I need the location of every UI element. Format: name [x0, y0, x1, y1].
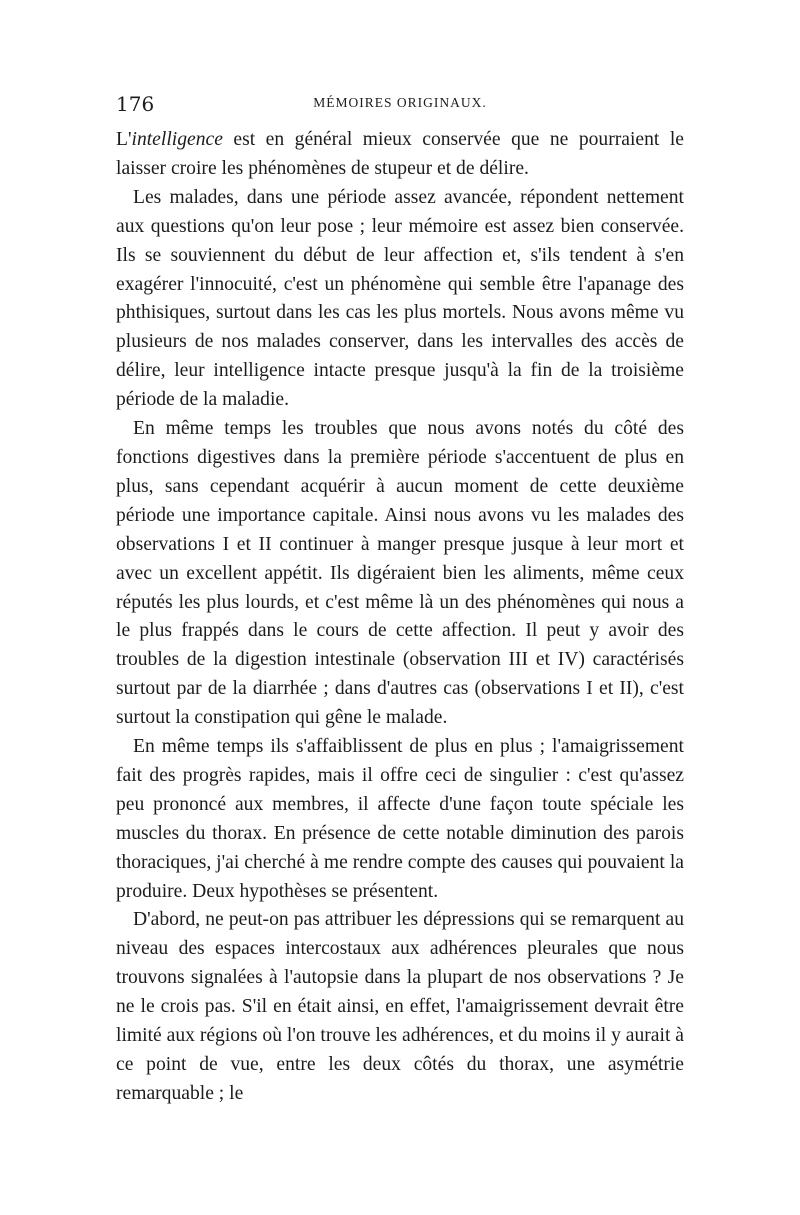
- running-title: MÉMOIRES ORIGINAUX.: [313, 95, 487, 110]
- paragraph-1: [116, 126, 684, 184]
- paragraph-5: D'abord, ne peut-on pas attribuer les dépressions qui se remarquent au niveau des espaces intercostaux aux adhérences pleurales que nous trouvons signalées à l'autopsie dans la plupart de nos observations ? Je ne le crois pas. S'il en était ainsi, en effet, l'amaigrissement devrait être limité aux régions où l'on trouve les adhérences, et du moins il y aurait à ce point de vue, entre les deux côtés du thorax, une asymétrie remarquable ; le: [116, 909, 684, 1104]
- body-text: [116, 126, 684, 1109]
- paragraph-1-prefix: L': [116, 129, 132, 150]
- paragraph-1-emphasis: intelligence: [131, 129, 223, 150]
- page-number: 176: [116, 92, 155, 116]
- page: [116, 92, 684, 1109]
- paragraph-4: En même temps ils s'affaiblissent de plus en plus ; l'amaigrissement fait des progrès rapides, mais il offre ceci de singulier : c'est qu'assez peu prononcé aux membres, il affecte d'une façon toute spéciale les muscles du thorax. En présence de cette notable diminution des parois thoraciques, j'ai cherché à me rendre compte des causes qui pouvaient la produire. Deux hypothèses se présentent.: [116, 736, 684, 902]
- paragraph-2: Les malades, dans une période assez avancée, répondent nettement aux questions qu'on leur pose ; leur mémoire est assez bien conservée. Ils se souviennent du début de leur affection et, s'ils tendent à s'en exagérer l'innocuité, c'est un phénomène qui semble être l'apanage des phthisiques, surtout dans les cas les plus mortels. Nous avons même vu plusieurs de nos malades conserver, dans les intervalles des accès de délire, leur intelligence intacte presque jusqu'à la fin de la troisième période de la maladie.: [116, 186, 684, 411]
- page-header: [116, 92, 684, 126]
- paragraph-1-text: est en général mieux conservée que ne pourraient le laisser croire les phénomènes de stupeur et de délire.: [116, 129, 684, 179]
- paragraph-3: En même temps les troubles que nous avons notés du côté des fonctions digestives dans la première période s'accentuent de plus en plus, sans cependant acquérir à aucun moment de cette deuxième période une importance capitale. Ainsi nous avons vu les malades des observations I et II continuer à manger presque jusque à leur mort et avec un excellent appétit. Ils digéraient bien les aliments, même ceux réputés les plus lourds, et c'est même là un des phénomènes qui nous a le plus frappés dans le cours de cette affection. Il peut y avoir des troubles de la digestion intestinale (observation III et IV) caractérisés surtout par de la diarrhée ; dans d'autres cas (observations I et II), c'est surtout la constipation qui gêne le malade.: [116, 418, 684, 729]
